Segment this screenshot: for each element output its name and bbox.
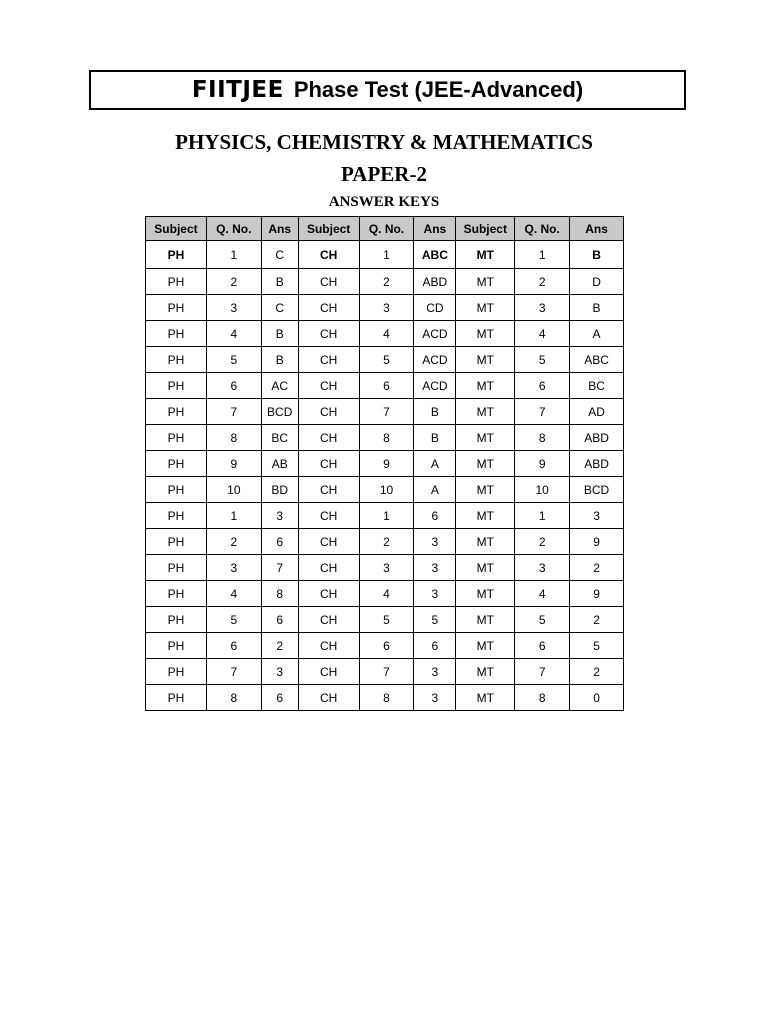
table-cell: CH — [298, 503, 359, 529]
table-cell: 8 — [515, 685, 570, 711]
column-header: Q. No. — [206, 217, 261, 241]
table-cell: A — [570, 321, 624, 347]
table-cell: MT — [456, 295, 515, 321]
table-cell: 9 — [570, 581, 624, 607]
test-name: Phase Test (JEE-Advanced) — [293, 77, 584, 102]
table-cell: 5 — [206, 347, 261, 373]
table-cell: ABC — [414, 241, 456, 269]
table-cell: CH — [298, 425, 359, 451]
table-cell: 6 — [206, 633, 261, 659]
table-row — [146, 347, 624, 373]
column-header: Ans — [570, 217, 624, 241]
table-cell: 3 — [414, 555, 456, 581]
table-cell: 2 — [570, 607, 624, 633]
table-cell: AC — [261, 373, 298, 399]
table-cell: MT — [456, 659, 515, 685]
table-cell: PH — [146, 685, 207, 711]
table-cell: B — [261, 347, 298, 373]
answer-key-table — [145, 216, 624, 711]
table-cell: ABD — [414, 269, 456, 295]
table-cell: PH — [146, 347, 207, 373]
table-cell: CH — [298, 607, 359, 633]
table-cell: 9 — [359, 451, 414, 477]
table-cell: 0 — [570, 685, 624, 711]
table-cell: 1 — [515, 503, 570, 529]
table-cell: CH — [298, 241, 359, 269]
table-cell: B — [414, 425, 456, 451]
table-cell: 4 — [359, 321, 414, 347]
column-header: Subject — [146, 217, 207, 241]
table-cell: 7 — [359, 659, 414, 685]
table-cell: MT — [456, 373, 515, 399]
table-cell: ABD — [570, 451, 624, 477]
table-cell: D — [570, 269, 624, 295]
table-cell: 5 — [515, 607, 570, 633]
table-cell: B — [570, 295, 624, 321]
table-cell: 2 — [515, 529, 570, 555]
table-cell: 2 — [515, 269, 570, 295]
table-cell: MT — [456, 477, 515, 503]
table-cell: 6 — [359, 633, 414, 659]
table-cell: CD — [414, 295, 456, 321]
table-cell: 9 — [206, 451, 261, 477]
table-cell: A — [414, 451, 456, 477]
table-cell: 6 — [261, 607, 298, 633]
table-cell: BD — [261, 477, 298, 503]
table-cell: PH — [146, 607, 207, 633]
table-row — [146, 321, 624, 347]
column-header: Q. No. — [515, 217, 570, 241]
table-cell: PH — [146, 269, 207, 295]
column-header: Ans — [414, 217, 456, 241]
table-cell: ABC — [570, 347, 624, 373]
table-cell: ACD — [414, 321, 456, 347]
table-cell: 7 — [515, 399, 570, 425]
table-row — [146, 373, 624, 399]
table-cell: PH — [146, 321, 207, 347]
table-cell: 1 — [515, 241, 570, 269]
table-row — [146, 269, 624, 295]
table-cell: A — [414, 477, 456, 503]
table-cell: PH — [146, 581, 207, 607]
table-cell: 3 — [414, 685, 456, 711]
subjects-title: PHYSICS, CHEMISTRY & MATHEMATICS — [175, 130, 593, 154]
table-cell: PH — [146, 529, 207, 555]
column-header: Q. No. — [359, 217, 414, 241]
table-cell: PH — [146, 451, 207, 477]
table-cell: 5 — [414, 607, 456, 633]
table-cell: 8 — [359, 685, 414, 711]
table-cell: PH — [146, 503, 207, 529]
table-cell: AB — [261, 451, 298, 477]
table-cell: 3 — [206, 555, 261, 581]
table-row — [146, 241, 624, 269]
table-cell: B — [261, 269, 298, 295]
table-cell: PH — [146, 633, 207, 659]
table-header-row — [146, 217, 624, 241]
table-cell: PH — [146, 425, 207, 451]
header-box — [89, 70, 686, 110]
table-cell: MT — [456, 399, 515, 425]
table-cell: 5 — [359, 347, 414, 373]
table-cell: 3 — [359, 555, 414, 581]
table-cell: 4 — [359, 581, 414, 607]
table-cell: CH — [298, 321, 359, 347]
table-cell: PH — [146, 241, 207, 269]
table-row — [146, 425, 624, 451]
table-cell: 2 — [570, 659, 624, 685]
table-cell: 6 — [414, 633, 456, 659]
table-cell: 3 — [414, 529, 456, 555]
table-cell: MT — [456, 529, 515, 555]
table-cell: ABD — [570, 425, 624, 451]
table-cell: PH — [146, 295, 207, 321]
table-row — [146, 685, 624, 711]
table-row — [146, 295, 624, 321]
table-cell: 3 — [261, 503, 298, 529]
table-cell: 2 — [261, 633, 298, 659]
table-cell: PH — [146, 659, 207, 685]
table-cell: 10 — [359, 477, 414, 503]
table-row — [146, 659, 624, 685]
table-cell: BCD — [261, 399, 298, 425]
table-cell: 7 — [515, 659, 570, 685]
table-cell: 3 — [206, 295, 261, 321]
table-cell: 6 — [261, 685, 298, 711]
table-cell: 3 — [261, 659, 298, 685]
table-cell: CH — [298, 529, 359, 555]
table-cell: MT — [456, 633, 515, 659]
table-cell: 7 — [206, 659, 261, 685]
table-cell: MT — [456, 503, 515, 529]
table-cell: MT — [456, 241, 515, 269]
table-cell: MT — [456, 321, 515, 347]
table-cell: AD — [570, 399, 624, 425]
column-header: Ans — [261, 217, 298, 241]
table-cell: 6 — [359, 373, 414, 399]
table-cell: PH — [146, 555, 207, 581]
table-row — [146, 477, 624, 503]
table-row — [146, 529, 624, 555]
table-cell: PH — [146, 373, 207, 399]
table-cell: 5 — [359, 607, 414, 633]
table-cell: CH — [298, 295, 359, 321]
table-cell: 2 — [570, 555, 624, 581]
table-cell: MT — [456, 581, 515, 607]
table-cell: 4 — [515, 321, 570, 347]
table-cell: 6 — [261, 529, 298, 555]
table-cell: 6 — [206, 373, 261, 399]
table-cell: 9 — [570, 529, 624, 555]
table-cell: MT — [456, 347, 515, 373]
table-cell: 9 — [515, 451, 570, 477]
table-cell: 3 — [515, 295, 570, 321]
table-cell: 2 — [359, 529, 414, 555]
table-cell: MT — [456, 269, 515, 295]
table-row — [146, 451, 624, 477]
table-cell: 3 — [515, 555, 570, 581]
table-cell: PH — [146, 477, 207, 503]
table-cell: BC — [261, 425, 298, 451]
table-cell: MT — [456, 451, 515, 477]
table-cell: CH — [298, 373, 359, 399]
brand-name: FIITJEE — [191, 77, 284, 103]
table-cell: CH — [298, 633, 359, 659]
table-cell: 5 — [570, 633, 624, 659]
table-cell: 3 — [359, 295, 414, 321]
table-cell: 10 — [515, 477, 570, 503]
table-cell: CH — [298, 399, 359, 425]
table-cell: BCD — [570, 477, 624, 503]
table-cell: 2 — [206, 529, 261, 555]
table-cell: 8 — [261, 581, 298, 607]
table-cell: 4 — [206, 581, 261, 607]
table-cell: 5 — [206, 607, 261, 633]
table-cell: CH — [298, 659, 359, 685]
table-cell: 4 — [206, 321, 261, 347]
table-cell: MT — [456, 607, 515, 633]
table-cell: 3 — [414, 581, 456, 607]
table-cell: CH — [298, 555, 359, 581]
table-cell: B — [261, 321, 298, 347]
table-cell: 7 — [206, 399, 261, 425]
table-cell: 4 — [515, 581, 570, 607]
table-cell: CH — [298, 581, 359, 607]
table-cell: 3 — [570, 503, 624, 529]
table-cell: 8 — [515, 425, 570, 451]
table-cell: MT — [456, 685, 515, 711]
table-row — [146, 399, 624, 425]
table-row — [146, 555, 624, 581]
table-cell: 1 — [206, 241, 261, 269]
table-cell: CH — [298, 685, 359, 711]
table-cell: C — [261, 295, 298, 321]
table-cell: 2 — [359, 269, 414, 295]
table-cell: ACD — [414, 373, 456, 399]
table-row — [146, 633, 624, 659]
table-cell: 8 — [206, 425, 261, 451]
table-cell: 5 — [515, 347, 570, 373]
column-header: Subject — [456, 217, 515, 241]
table-cell: CH — [298, 451, 359, 477]
table-cell: MT — [456, 425, 515, 451]
table-cell: 6 — [515, 633, 570, 659]
table-cell: 7 — [359, 399, 414, 425]
table-cell: CH — [298, 477, 359, 503]
table-cell: B — [414, 399, 456, 425]
table-cell: 3 — [414, 659, 456, 685]
table-cell: PH — [146, 399, 207, 425]
table-row — [146, 581, 624, 607]
table-cell: 1 — [206, 503, 261, 529]
table-cell: 1 — [359, 241, 414, 269]
table-cell: B — [570, 241, 624, 269]
table-cell: BC — [570, 373, 624, 399]
table-cell: 8 — [206, 685, 261, 711]
table-cell: ACD — [414, 347, 456, 373]
table-cell: 10 — [206, 477, 261, 503]
table-cell: MT — [456, 555, 515, 581]
table-cell: 6 — [515, 373, 570, 399]
table-body — [146, 241, 624, 711]
table-cell: CH — [298, 347, 359, 373]
table-cell: 1 — [359, 503, 414, 529]
table-cell: 2 — [206, 269, 261, 295]
table-cell: 8 — [359, 425, 414, 451]
table-cell: CH — [298, 269, 359, 295]
answer-keys-title: ANSWER KEYS — [328, 194, 440, 210]
table-row — [146, 607, 624, 633]
table-cell: 7 — [261, 555, 298, 581]
paper-title: PAPER-2 — [341, 162, 427, 186]
table-cell: 6 — [414, 503, 456, 529]
column-header: Subject — [298, 217, 359, 241]
table-cell: C — [261, 241, 298, 269]
table-row — [146, 503, 624, 529]
